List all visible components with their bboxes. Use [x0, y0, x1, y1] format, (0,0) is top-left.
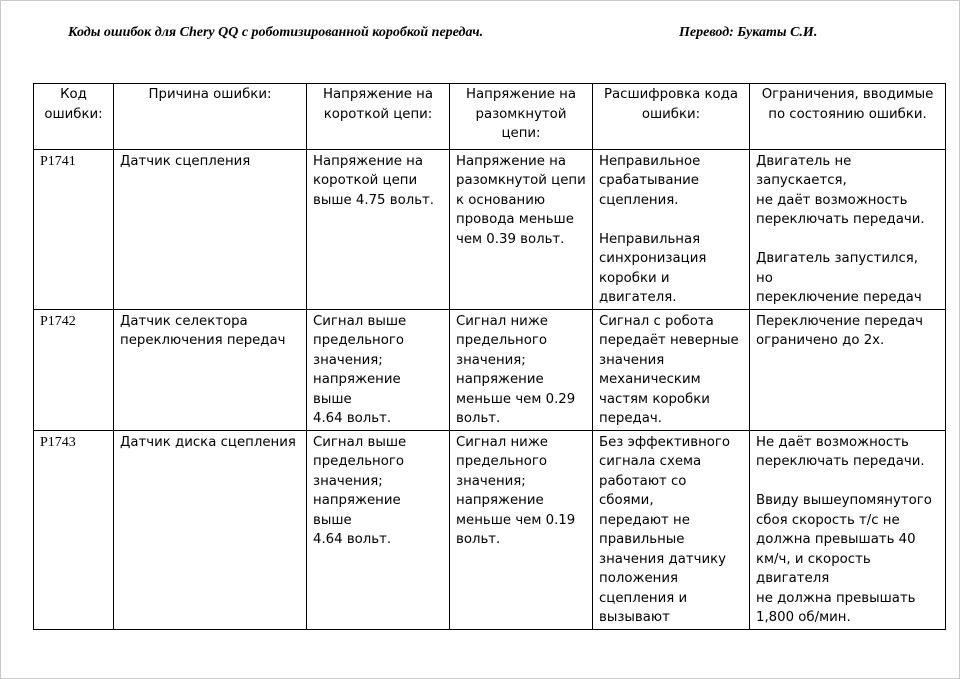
open-circuit-cell: Сигнал ниже предельного значения; напряжение меньше чем 0.29 вольт. — [450, 309, 593, 430]
table-header-row — [34, 84, 946, 150]
cause-cell: Датчик диска сцепления — [114, 430, 307, 629]
open-circuit-cell: Сигнал ниже предельного значения; напряжение меньше чем 0.19 вольт. — [450, 430, 593, 629]
translator-credit: Перевод: Букаты С.И. — [679, 25, 818, 40]
short-circuit-cell: Напряжение на короткой цепи выше 4.75 вольт. — [307, 149, 450, 309]
short-circuit-cell: Сигнал выше предельного значения; напряжение выше 4.64 вольт. — [307, 309, 450, 430]
cause-cell: Датчик селектора переключения передач — [114, 309, 307, 430]
decoding-cell: Сигнал с робота передаёт неверные значения механическим частям коробки передач. — [593, 309, 750, 430]
column-header-code: Код ошибки: — [34, 84, 114, 150]
restrictions-cell: Двигатель не запускается, не даёт возможность переключать передачи. Двигатель запустился, но переключение передач — [750, 149, 946, 309]
decoding-cell: Неправильное срабатывание сцепления. Неправильная синхронизация коробки и двигателя. — [593, 149, 750, 309]
cause-cell: Датчик сцепления — [114, 149, 307, 309]
restrictions-cell: Не даёт возможность переключать передачи. Ввиду вышеупомянутого сбоя скорость т/с не должна превышать 40 км/ч, и скорость двигателя не должна превышать 1,800 об/мин. — [750, 430, 946, 629]
table-row — [34, 149, 946, 309]
column-header-short-circuit: Напряжение на короткой цепи: — [307, 84, 450, 150]
column-header-decoding: Расшифровка кода ошибки: — [593, 84, 750, 150]
document-title: Коды ошибок для Chery QQ с роботизированной коробкой передач. — [68, 25, 484, 40]
column-header-restrictions: Ограничения, вводимые по состоянию ошибки. — [750, 84, 946, 150]
column-header-open-circuit: Напряжение на разомкнутой цепи: — [450, 84, 593, 150]
column-header-cause: Причина ошибки: — [114, 84, 307, 150]
error-codes-table — [33, 83, 946, 630]
decoding-cell: Без эффективного сигнала схема работают со сбоями, передают не правильные значения датчику положения сцепления и вызывают — [593, 430, 750, 629]
table-row — [34, 430, 946, 629]
error-code-cell: P1742 — [34, 309, 114, 430]
short-circuit-cell: Сигнал выше предельного значения; напряжение выше 4.64 вольт. — [307, 430, 450, 629]
open-circuit-cell: Напряжение на разомкнутой цепи к основанию провода меньше чем 0.39 вольт. — [450, 149, 593, 309]
table-row — [34, 309, 946, 430]
error-code-cell: P1743 — [34, 430, 114, 629]
error-code-cell: P1741 — [34, 149, 114, 309]
restrictions-cell: Переключение передач ограничено до 2х. — [750, 309, 946, 430]
